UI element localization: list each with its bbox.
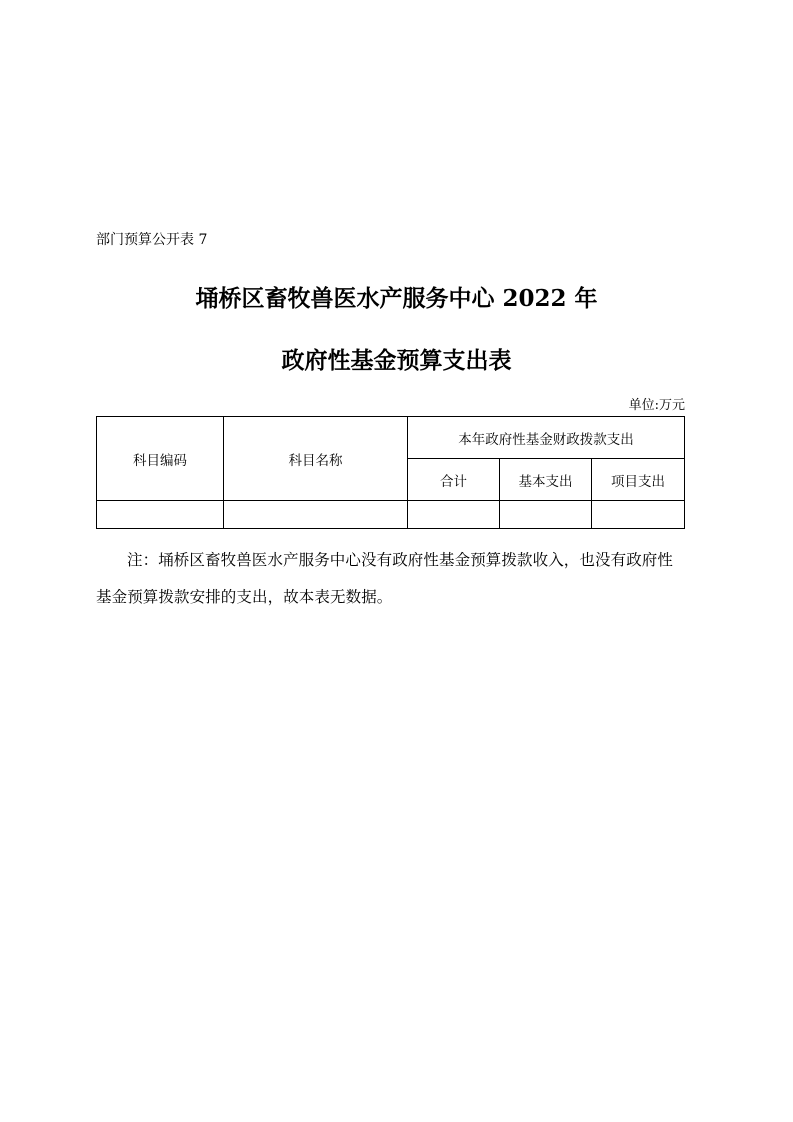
header-subject-name: 科目名称 bbox=[224, 417, 408, 501]
table-cell bbox=[592, 501, 685, 529]
header-subject-code: 科目编码 bbox=[97, 417, 224, 501]
document-label: 部门预算公开表 7 bbox=[96, 232, 208, 248]
table-cell bbox=[97, 501, 224, 529]
table-cell bbox=[500, 501, 592, 529]
table-header-row bbox=[97, 417, 685, 459]
budget-table bbox=[96, 416, 685, 529]
table-cell bbox=[224, 501, 408, 529]
header-basic-expenditure: 基本支出 bbox=[500, 459, 592, 501]
header-project-expenditure: 项目支出 bbox=[592, 459, 685, 501]
note-text: 注：埇桥区畜牧兽医水产服务中心没有政府性基金预算拨款收入，也没有政府性基金预算拨款安排的支出，故本表无数据。 bbox=[96, 551, 674, 606]
table-row bbox=[97, 501, 685, 529]
header-total: 合计 bbox=[408, 459, 500, 501]
table-cell bbox=[408, 501, 500, 529]
page-title-line2: 政府性基金预算支出表 bbox=[281, 347, 512, 374]
header-fund-expenditure-group: 本年政府性基金财政拨款支出 bbox=[408, 417, 685, 459]
page-title-line1: 埇桥区畜牧兽医水产服务中心 2022 年 bbox=[195, 285, 598, 312]
unit-label: 单位:万元 bbox=[628, 398, 685, 413]
